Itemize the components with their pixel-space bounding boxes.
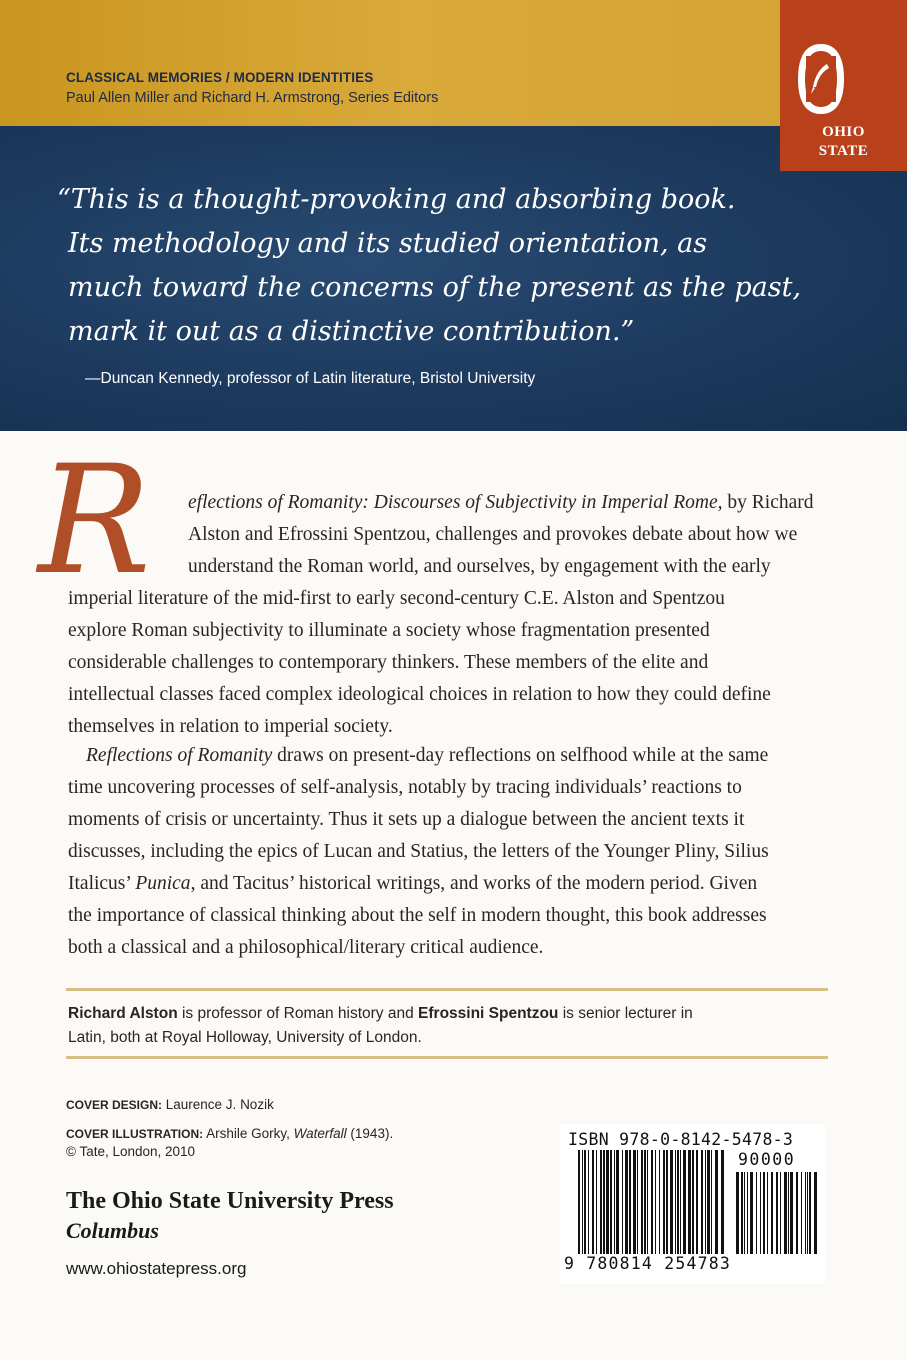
ohio-state-logo xyxy=(780,0,907,171)
bio-line: Latin, both at Royal Holloway, University of London. xyxy=(68,1029,422,1046)
cover-design-credit xyxy=(66,1097,274,1112)
barcode-addon-bar xyxy=(784,1172,787,1254)
barcode-addon-bar xyxy=(801,1172,802,1254)
barcode-bar xyxy=(606,1150,609,1254)
credit-value: Arshile Gorky, xyxy=(203,1126,294,1141)
barcode-addon-bar xyxy=(771,1172,773,1254)
series-band xyxy=(0,0,907,126)
blurb-quote xyxy=(57,178,807,354)
barcode-addon-bar xyxy=(814,1172,817,1254)
barcode-bar xyxy=(666,1150,668,1254)
barcode-bar xyxy=(603,1150,605,1254)
blurb-attribution: —Duncan Kennedy, professor of Latin literature, Bristol University xyxy=(85,370,536,387)
barcode-bar xyxy=(610,1150,612,1254)
author-name: Efrossini Spentzou xyxy=(418,1005,559,1022)
barcode-bar xyxy=(647,1150,648,1254)
copyright-credit: © Tate, London, 2010 xyxy=(66,1144,196,1159)
description-line: time uncovering processes of self-analysis, notably by tracing individuals’ reactions to xyxy=(68,777,742,798)
credit-value: Laurence J. Nozik xyxy=(162,1097,274,1112)
logo-state-text: STATE xyxy=(818,143,869,159)
series-editors: Paul Allen Miller and Richard H. Armstrong, Series Editors xyxy=(66,90,439,106)
barcode-addon-bar xyxy=(780,1172,781,1254)
description-line-rest: draws on present-day reflections on selfhood while at the same xyxy=(272,745,769,766)
barcode-bar xyxy=(675,1150,676,1254)
credit-label: COVER DESIGN: xyxy=(66,1098,163,1112)
barcode-bar xyxy=(707,1150,710,1254)
barcode-addon-bar xyxy=(788,1172,789,1254)
description-line: understand the Roman world, and ourselves, by engagement with the early xyxy=(188,556,771,577)
barcode-bar xyxy=(588,1150,589,1254)
description-line-rest: by Richard xyxy=(722,492,814,513)
barcode-bar xyxy=(582,1150,583,1254)
credit-label: COVER ILLUSTRATION: xyxy=(66,1127,204,1141)
bio-line xyxy=(68,1002,828,1026)
barcode-bar xyxy=(600,1150,602,1254)
barcode-addon-bar xyxy=(790,1172,793,1254)
description-line-part: , and Tacitus’ historical writings, and works of the modern period. Given xyxy=(190,873,758,894)
description-line: explore Roman subjectivity to illuminate a society whose fragmentation presented xyxy=(68,620,710,641)
description-line: Alston and Efrossini Spentzou, challenges and provokes debate about how we xyxy=(188,524,798,545)
ohio-state-emblem-icon xyxy=(796,42,846,116)
barcode-bar xyxy=(622,1150,623,1254)
author-bio xyxy=(68,1002,828,1050)
barcode-bar xyxy=(584,1150,586,1254)
description-line: intellectual classes faced complex ideological choices in relation to how they could define xyxy=(68,684,771,705)
barcode-bar xyxy=(596,1150,597,1254)
isbn-barcode xyxy=(560,1124,825,1284)
description-line: discusses, including the epics of Lucan and Statius, the letters of the Younger Pliny, Silius xyxy=(68,841,769,862)
barcode-bar xyxy=(683,1150,686,1254)
cover-illustration-credit xyxy=(66,1126,393,1141)
description-line: both a classical and a philosophical/literary critical audience. xyxy=(68,937,544,958)
barcode-bar xyxy=(651,1150,653,1254)
description-line xyxy=(188,492,814,514)
barcode-addon-bar xyxy=(805,1172,806,1254)
author-name: Richard Alston xyxy=(68,1005,178,1022)
artwork-title: Waterfall xyxy=(293,1126,347,1141)
barcode-bar xyxy=(625,1150,628,1254)
blurb-line: “This is a thought-provoking and absorbing book. xyxy=(57,184,736,215)
barcode-bar xyxy=(715,1150,718,1254)
barcode-bar xyxy=(692,1150,694,1254)
barcode-bar xyxy=(711,1150,712,1254)
barcode-addon-bar xyxy=(747,1172,748,1254)
barcode-bar xyxy=(659,1150,660,1254)
barcode-addon-bar xyxy=(744,1172,745,1254)
description-line: considerable challenges to contemporary thinkers. These members of the elite and xyxy=(68,652,709,673)
description-line: moments of crisis or uncertainty. Thus it sets up a dialogue between the ancient texts it xyxy=(68,809,745,830)
divider-rule xyxy=(66,988,828,991)
barcode-bar xyxy=(701,1150,703,1254)
blurb-line: Its methodology and its studied orientation, as xyxy=(68,228,708,259)
series-title: CLASSICAL MEMORIES / MODERN IDENTITIES xyxy=(66,70,374,85)
bio-text: is senior lecturer in xyxy=(558,1005,693,1022)
barcode-bar xyxy=(578,1150,580,1254)
barcode-addon-bar xyxy=(807,1172,808,1254)
blurb-line: mark it out as a distinctive contribution.” xyxy=(68,316,635,347)
barcode-addon-bar xyxy=(760,1172,761,1254)
barcode-bar xyxy=(629,1150,631,1254)
description-line xyxy=(86,745,768,767)
barcode-addon-bar xyxy=(776,1172,778,1254)
book-title-italic: eflections of Romanity: Discourses of Subjectivity in Imperial Rome, xyxy=(188,492,723,513)
drop-cap: R xyxy=(38,434,151,608)
publisher-name: The Ohio State University Press xyxy=(66,1188,394,1214)
barcode-bar xyxy=(705,1150,706,1254)
description-line: the importance of classical thinking about the self in modern thought, this book addresses xyxy=(68,905,767,926)
divider-rule xyxy=(66,1056,828,1059)
barcode-bar xyxy=(688,1150,691,1254)
barcode-addon-bar xyxy=(750,1172,753,1254)
description-line-part: Italicus’ xyxy=(68,873,136,894)
barcode-addon-bar xyxy=(756,1172,757,1254)
barcode-bar xyxy=(721,1150,724,1254)
description-line: imperial literature of the mid-first to early second-century C.E. Alston and Spentzou xyxy=(68,588,725,609)
barcode-bar xyxy=(592,1150,594,1254)
barcode-bar xyxy=(637,1150,638,1254)
barcode-addon-bar xyxy=(767,1172,768,1254)
credit-value: (1943). xyxy=(346,1126,394,1141)
publisher-city: Columbus xyxy=(66,1218,159,1243)
barcode-bar xyxy=(663,1150,665,1254)
barcode-bar xyxy=(680,1150,681,1254)
barcode-bar xyxy=(633,1150,636,1254)
barcode-bar xyxy=(670,1150,673,1254)
barcode-bar xyxy=(696,1150,698,1254)
punica-italic: Punica xyxy=(135,873,191,894)
barcode-bar xyxy=(616,1150,619,1254)
barcode-bar xyxy=(641,1150,643,1254)
publisher-url[interactable]: www.ohiostatepress.org xyxy=(66,1259,247,1278)
barcode-addon-bar xyxy=(736,1172,739,1254)
barcode-bar xyxy=(677,1150,679,1254)
book-title-italic: Reflections of Romanity xyxy=(86,745,273,766)
barcode-addon: 90000 xyxy=(738,1150,796,1169)
description-line xyxy=(68,873,757,895)
barcode-addon-bar xyxy=(796,1172,798,1254)
barcode-bar xyxy=(614,1150,615,1254)
barcode-addon-bar xyxy=(741,1172,743,1254)
barcode-bar xyxy=(655,1150,656,1254)
barcode-addon-bar xyxy=(763,1172,765,1254)
barcode-addon-bar xyxy=(809,1172,811,1254)
blurb-line: much toward the concerns of the present as the past, xyxy=(68,272,802,303)
description-line: themselves in relation to imperial society. xyxy=(68,716,393,737)
bio-text: is professor of Roman history and xyxy=(177,1005,419,1022)
logo-ohio-text: OHIO xyxy=(822,124,865,140)
ean-digits: 9 780814 254783 xyxy=(564,1254,732,1273)
barcode-bar xyxy=(644,1150,646,1254)
isbn-label: ISBN 978-0-8142-5478-3 xyxy=(568,1130,794,1149)
